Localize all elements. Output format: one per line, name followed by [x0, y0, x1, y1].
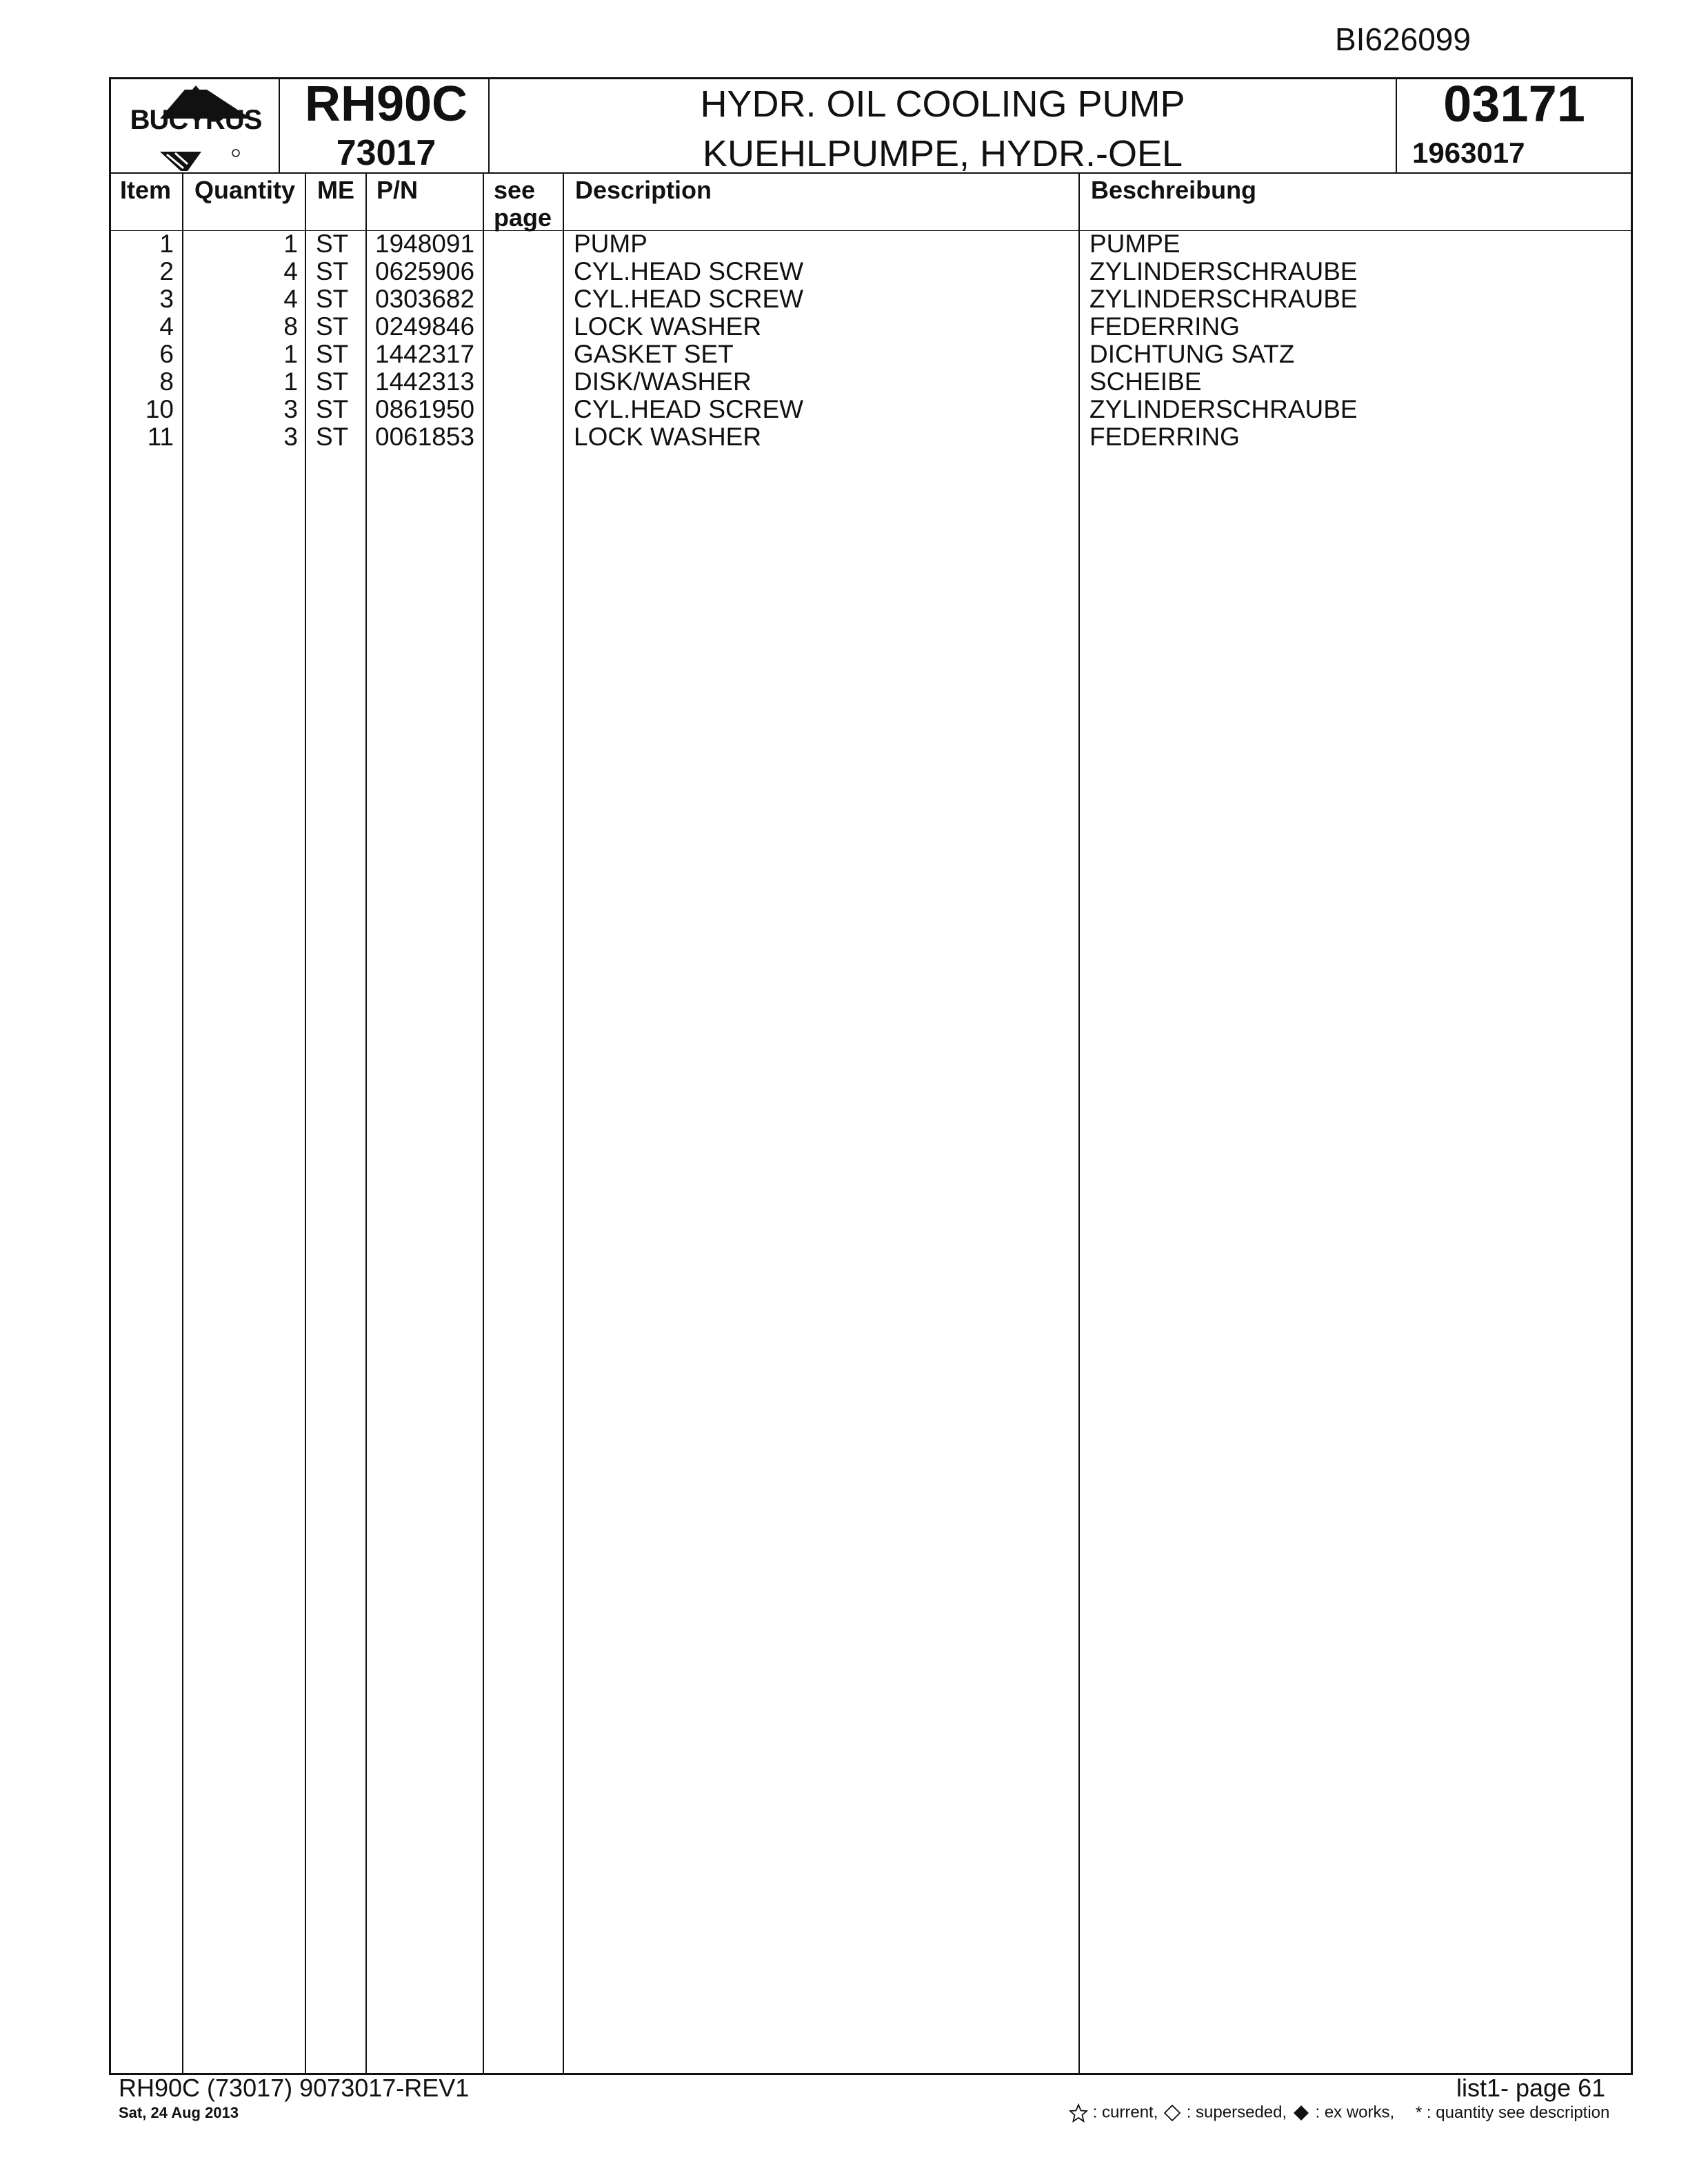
col-head-see-page: see page — [494, 176, 552, 232]
cell-item: 6 — [159, 340, 174, 368]
col-divider-me — [365, 172, 367, 2074]
cell-pn: 1442313 — [375, 367, 475, 396]
footer-legend — [1069, 2103, 1609, 2123]
cell-pn: 0249846 — [375, 312, 475, 341]
cell-quantity: 3 — [283, 395, 298, 423]
cell-beschreibung: SCHEIBE — [1089, 367, 1202, 396]
cell-item: 2 — [159, 257, 174, 285]
cell-beschreibung: ZYLINDERSCHRAUBE — [1089, 285, 1358, 313]
col-divider-description — [1078, 172, 1080, 2074]
legend-ex-works: : ex works, — [1315, 2103, 1395, 2122]
title-english: HYDR. OIL COOLING PUMP — [700, 83, 1185, 125]
cell-item: 1 — [159, 230, 174, 258]
col-divider-see-page — [563, 172, 564, 2074]
document-id: BI626099 — [1335, 21, 1471, 57]
legend-superseded: : superseded, — [1186, 2103, 1287, 2122]
cell-me: ST — [316, 423, 349, 451]
cell-me: ST — [316, 395, 349, 423]
cell-me: ST — [316, 257, 349, 285]
diamond-outline-icon — [1163, 2103, 1182, 2123]
cell-beschreibung: FEDERRING — [1089, 423, 1240, 451]
col-head-me: ME — [317, 176, 354, 204]
cell-pn: 0303682 — [375, 285, 475, 313]
footer-reference: RH90C (73017) 9073017-REV1 — [119, 2074, 470, 2102]
diamond-filled-icon — [1292, 2103, 1311, 2123]
cell-me: ST — [316, 312, 349, 341]
cell-quantity: 8 — [283, 312, 298, 341]
cell-item: 3 — [159, 285, 174, 313]
legend-current: : current, — [1092, 2103, 1158, 2122]
cell-quantity: 3 — [283, 423, 298, 451]
col-head-pn: P/N — [376, 176, 419, 204]
cell-beschreibung: PUMPE — [1089, 230, 1180, 258]
cell-description: DISK/WASHER — [574, 367, 752, 396]
cell-beschreibung: ZYLINDERSCHRAUBE — [1089, 257, 1358, 285]
cell-me: ST — [316, 285, 349, 313]
col-divider-item — [182, 172, 183, 2074]
col-head-quantity: Quantity — [194, 176, 296, 204]
cell-item: 10 — [145, 395, 174, 423]
cell-description: CYL.HEAD SCREW — [574, 257, 804, 285]
star-outline-icon — [1069, 2103, 1088, 2123]
footer-date: Sat, 24 Aug 2013 — [119, 2104, 239, 2121]
cell-quantity: 4 — [283, 285, 298, 313]
col-divider-quantity — [305, 172, 306, 2074]
cell-description: CYL.HEAD SCREW — [574, 285, 804, 313]
cell-me: ST — [316, 230, 349, 258]
cell-description: PUMP — [574, 230, 647, 258]
col-head-beschreibung: Beschreibung — [1091, 176, 1257, 204]
brand-name: BUCYRUS — [130, 105, 262, 135]
cell-description: LOCK WASHER — [574, 312, 762, 341]
group-sub-number: 1963017 — [1412, 136, 1525, 169]
cell-description: GASKET SET — [574, 340, 734, 368]
cell-beschreibung: ZYLINDERSCHRAUBE — [1089, 395, 1358, 423]
cell-quantity: 1 — [283, 230, 298, 258]
cell-me: ST — [316, 367, 349, 396]
col-head-item: Item — [120, 176, 172, 204]
cell-beschreibung: DICHTUNG SATZ — [1089, 340, 1295, 368]
footer-page: list1- page 61 — [1456, 2074, 1606, 2102]
cell-description: LOCK WASHER — [574, 423, 762, 451]
cell-beschreibung: FEDERRING — [1089, 312, 1240, 341]
col-divider-pn — [483, 172, 484, 2074]
cell-pn: 0061853 — [375, 423, 475, 451]
group-number: 03171 — [1443, 75, 1585, 132]
legend-quantity-note: * : quantity see description — [1415, 2103, 1610, 2122]
cell-pn: 1948091 — [375, 230, 475, 258]
model-number: 73017 — [336, 133, 436, 173]
logo-divider — [279, 77, 280, 172]
cell-item: 4 — [159, 312, 174, 341]
cell-item: 11 — [147, 423, 174, 451]
cell-me: ST — [316, 340, 349, 368]
cell-pn: 0625906 — [375, 257, 475, 285]
title-german: KUEHLPUMPE, HYDR.-OEL — [702, 133, 1183, 174]
cell-quantity: 1 — [283, 367, 298, 396]
cell-quantity: 4 — [283, 257, 298, 285]
model-name: RH90C — [304, 77, 468, 132]
cell-quantity: 1 — [283, 340, 298, 368]
col-head-description: Description — [575, 176, 712, 204]
cell-item: 8 — [159, 367, 174, 396]
cell-pn: 1442317 — [375, 340, 475, 368]
cell-pn: 0861950 — [375, 395, 475, 423]
cell-description: CYL.HEAD SCREW — [574, 395, 804, 423]
